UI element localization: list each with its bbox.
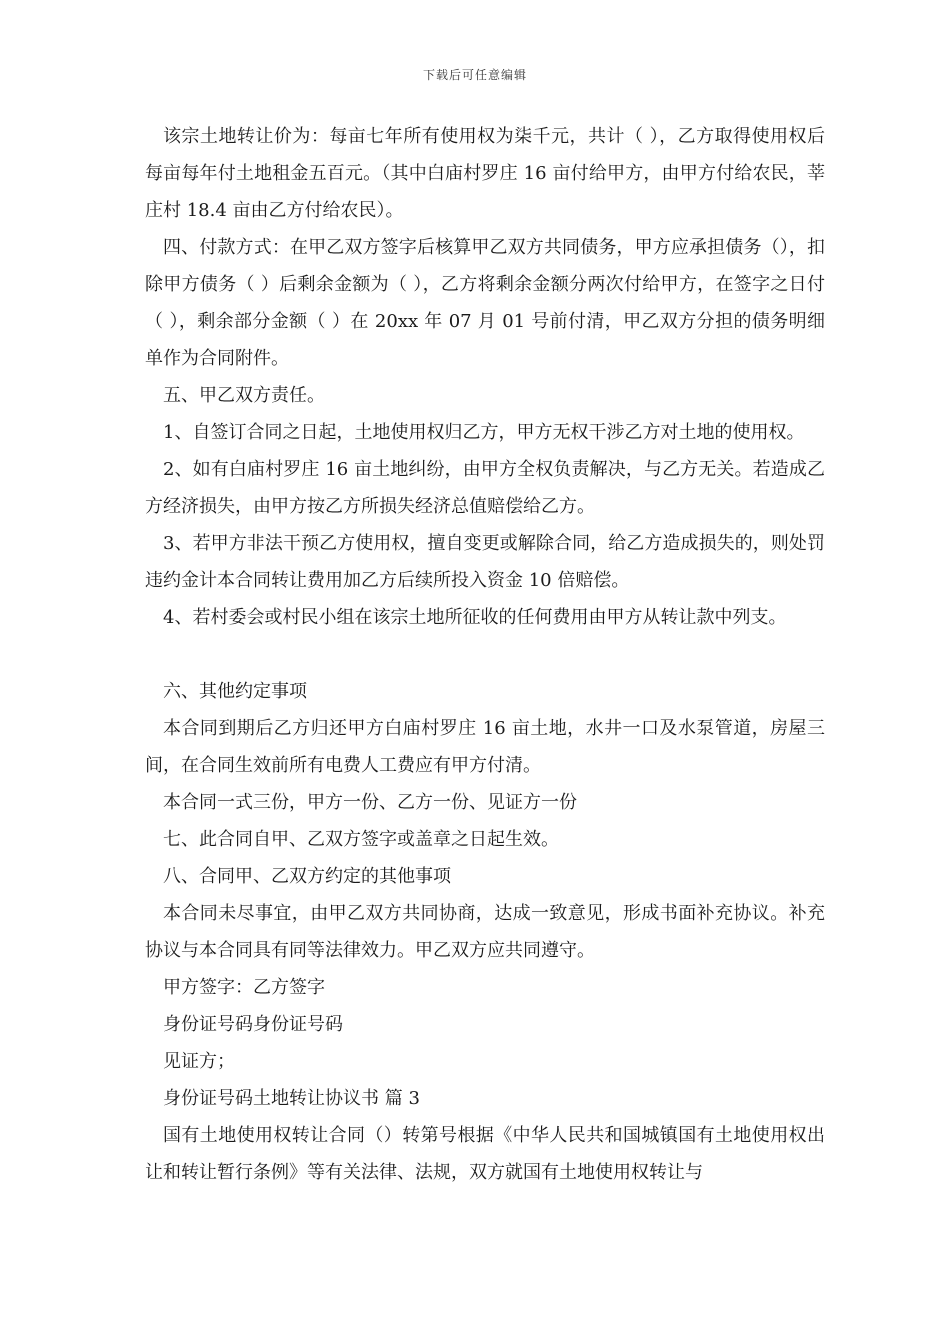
blank-line — [145, 636, 825, 673]
clause-2: 2、如有白庙村罗庄 16 亩土地纠纷，由甲方全权负责解决，与乙方无关。若造成乙方经济损失，由甲方按乙方所损失经济总值赔偿给乙方。 — [145, 459, 825, 517]
paragraph-return-land: 本合同到期后乙方归还甲方白庙村罗庄 16 亩土地，水井一口及水泵管道，房屋三间，在合同生效前所有电费人工费应有甲方付清。 — [145, 718, 825, 776]
paragraph-state-land-contract: 国有土地使用权转让合同（）转第号根据《中华人民共和国城镇国有土地使用权出让和转让暂行条例》等有关法律、法规，双方就国有土地使用权转让与 — [145, 1125, 825, 1183]
clause-3: 3、若甲方非法干预乙方使用权，擅自变更或解除合同，给乙方造成损失的，则处罚违约金计本合同转让费用加乙方后续所投入资金 10 倍赔偿。 — [145, 533, 825, 591]
page-header-note: 下载后可任意编辑 — [422, 68, 527, 82]
clause-4: 4、若村委会或村民小组在该宗土地所征收的任何费用由甲方从转让款中列支。 — [163, 607, 787, 628]
signature-line: 甲方签字：乙方签字 — [163, 977, 325, 998]
next-document-title: 身份证号码土地转让协议书 篇 3 — [163, 1088, 420, 1109]
section-heading-other-matters: 八、合同甲、乙双方约定的其他事项 — [163, 866, 451, 887]
paragraph-supplementary: 本合同未尽事宜，由甲乙双方共同协商，达成一致意见，形成书面补充协议。补充协议与本合同具有同等法律效力。甲乙双方应共同遵守。 — [145, 903, 825, 961]
clause-1: 1、自签订合同之日起，土地使用权归乙方，甲方无权干涉乙方对土地的使用权。 — [163, 422, 805, 443]
document-body — [145, 118, 825, 1191]
id-number-line: 身份证号码身份证号码 — [163, 1014, 343, 1035]
paragraph-price: 该宗土地转让价为：每亩七年所有使用权为柒千元，共计（ ），乙方取得使用权后每亩每年付土地租金五百元。（其中白庙村罗庄 16 亩付给甲方，由甲方付给农民，莘庄村 18.4 亩由乙方付给农民）。 — [145, 126, 825, 221]
paragraph-payment-terms: 四、付款方式：在甲乙双方签字后核算甲乙双方共同债务，甲方应承担债务（），扣除甲方债务（ ）后剩余金额为（ ），乙方将剩余金额分两次付给甲方，在签字之日付（ ），剩余部分金额（ ）在 20xx 年 07 月 01 号前付清，甲乙双方分担的债务明细单作为合同附件。 — [145, 237, 825, 369]
witness-line: 见证方； — [163, 1051, 235, 1072]
section-heading-other-terms: 六、其他约定事项 — [163, 681, 307, 702]
section-heading-responsibilities: 五、甲乙双方责任。 — [163, 385, 325, 406]
section-heading-effective: 七、此合同自甲、乙双方签字或盖章之日起生效。 — [163, 829, 559, 850]
paragraph-copies: 本合同一式三份，甲方一份、乙方一份、见证方一份 — [163, 792, 577, 813]
